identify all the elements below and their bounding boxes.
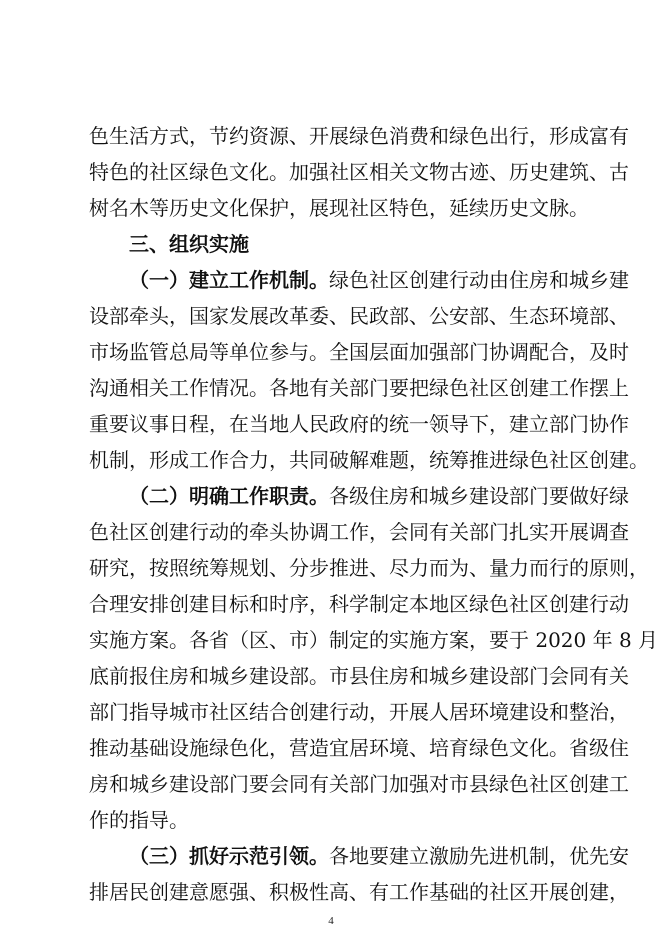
item-2-line-9: 房和城乡建设部门要会同有关部门加强对市县绿色社区创建工 [89, 772, 629, 796]
item-2-line-7: 部门指导城市社区结合创建行动，开展人居环境建设和整治， [89, 700, 629, 724]
item-3-first-rest: 各地要建立激励先进机制，优先安 [329, 844, 629, 868]
item-1-line-6: 机制，形成工作合力，共同破解难题，统筹推进绿色社区创建。 [89, 448, 649, 472]
item-2-first-line [129, 478, 629, 514]
item-2-lead: （二）明确工作职责。 [129, 484, 329, 508]
item-1-line-3: 市场监管总局等单位参与。全国层面加强部门协调配合，及时 [89, 340, 629, 364]
intro-line-3: 树名木等历史文化保护，展现社区特色，延续历史文脉。 [89, 196, 589, 220]
item-2-line-3: 研究，按照统筹规划、分步推进、尽力而为、量力而行的原则， [89, 556, 649, 580]
item-1-first-line [129, 262, 629, 298]
item-2-line-10: 作的指导。 [89, 808, 189, 832]
section-heading: 三、组织实施 [129, 232, 249, 256]
item-1-lead: （一）建立工作机制。 [129, 268, 329, 292]
item-2-line-8: 推动基础设施绿色化，营造宜居环境、培育绿色文化。省级住 [89, 736, 629, 760]
item-1-line-5: 重要议事日程，在当地人民政府的统一领导下，建立部门协作 [89, 412, 629, 436]
item-2-first-rest: 各级住房和城乡建设部门要做好绿 [329, 484, 629, 508]
item-2-line-2: 色社区创建行动的牵头协调工作，会同有关部门扎实开展调查 [89, 520, 629, 544]
item-2-line-4: 合理安排创建目标和时序，科学制定本地区绿色社区创建行动 [89, 592, 629, 616]
item-1-first-rest: 绿色社区创建行动由住房和城乡建 [329, 268, 629, 292]
item-3-first-line [129, 838, 629, 874]
page-number: 4 [328, 915, 334, 927]
item-2-line-5: 实施方案。各省（区、市）制定的实施方案，要于 2020 年 8 月 [89, 628, 659, 652]
intro-line-2: 特色的社区绿色文化。加强社区相关文物古迹、历史建筑、古 [89, 160, 629, 184]
item-3-line-2: 排居民创建意愿强、积极性高、有工作基础的社区开展创建， [89, 880, 629, 904]
intro-line-1: 色生活方式，节约资源、开展绿色消费和绿色出行，形成富有 [89, 124, 629, 148]
item-1-line-2: 设部牵头，国家发展改革委、民政部、公安部、生态环境部、 [89, 304, 629, 328]
item-3-lead: （三）抓好示范引领。 [129, 844, 329, 868]
item-1-line-4: 沟通相关工作情况。各地有关部门要把绿色社区创建工作摆上 [89, 376, 629, 400]
item-2-line-6: 底前报住房和城乡建设部。市县住房和城乡建设部门会同有关 [89, 664, 629, 688]
